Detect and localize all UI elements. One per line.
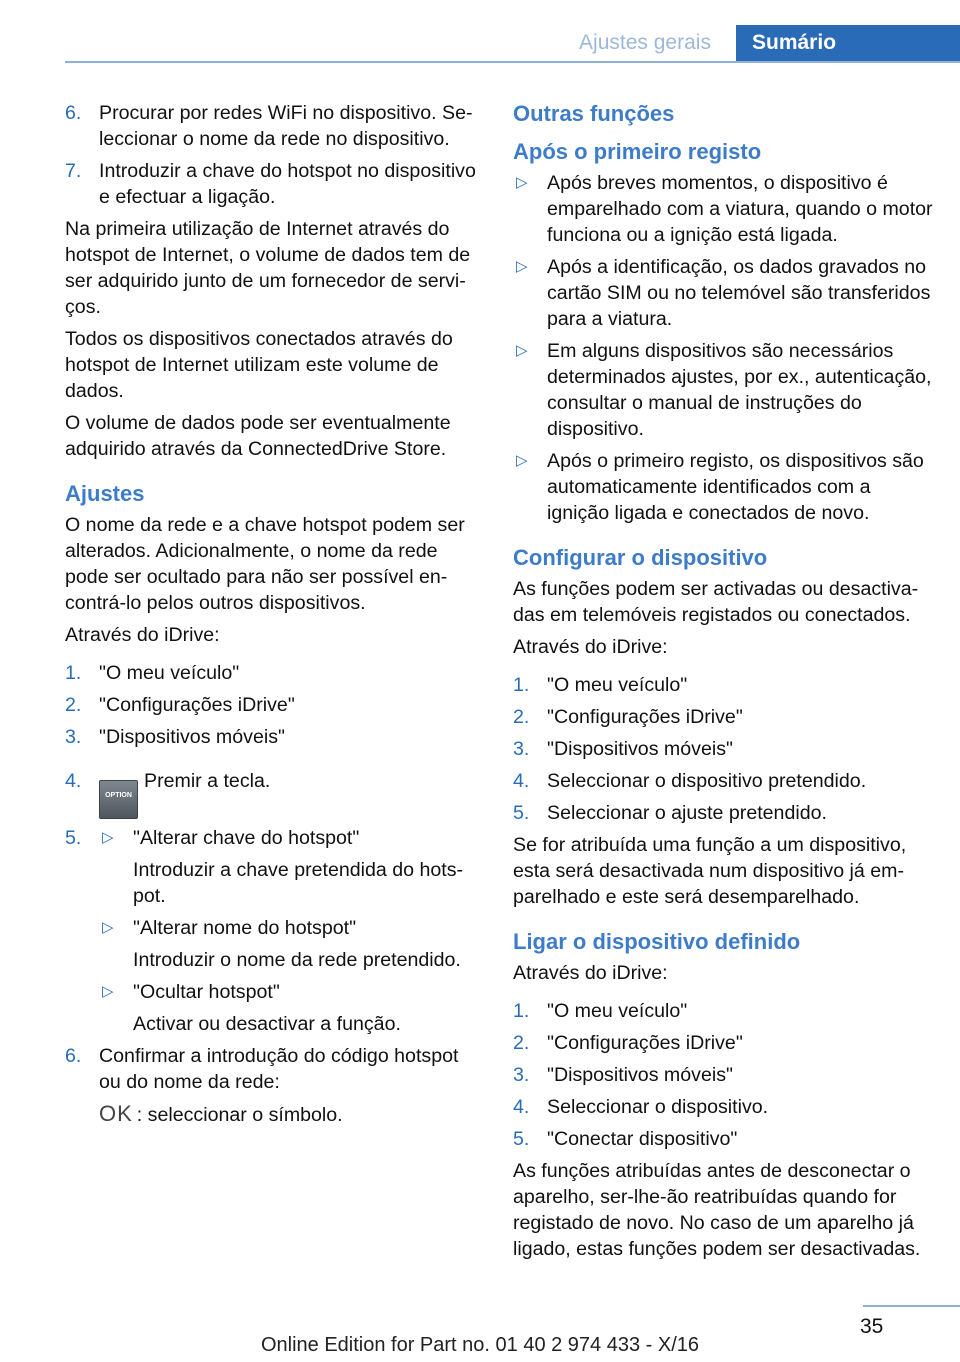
left-column: [65, 100, 480, 1128]
step-number: 5.: [65, 827, 82, 849]
step-number: 4.: [513, 770, 530, 792]
paragraph: As funções atribuídas antes de desconectar o aparelho, ser-lhe-ão reatribuídas quando for registado de novo. No caso de um aparelho já ligado, estas funções podem ser desactivadas.: [513, 1160, 921, 1260]
step-text: "Configurações iDrive": [547, 706, 743, 728]
subsection-title-apos-registo: Após o primeiro registo: [513, 139, 762, 164]
ok-text: : seleccionar o símbolo.: [136, 1104, 343, 1126]
bullet-item: [513, 338, 933, 442]
list-item: [65, 158, 480, 210]
tab-sumario[interactable]: Sumário: [736, 25, 960, 61]
step-number: 6.: [65, 1045, 82, 1067]
step-number: 3.: [65, 726, 82, 748]
list-item: [513, 1094, 933, 1120]
section-title-outras-funcoes: Outras funções: [513, 101, 675, 126]
paragraph: Todos os dispositivos conectados através do hotspot de Internet utilizam este volume de dados.: [65, 328, 453, 402]
header-rule: [65, 61, 960, 63]
paragraph: Na primeira utilização de Internet através do hotspot de Internet, o volume de dados tem de ser adquirido junto de um fornecedor de serviços.: [65, 218, 471, 318]
list-item: [65, 100, 480, 152]
list-item: [65, 825, 480, 1037]
list-item: [513, 672, 933, 698]
step-text: Seleccionar o dispositivo.: [547, 1096, 769, 1118]
footer-rule: [863, 1305, 960, 1307]
triangle-bullet-icon: ▷: [516, 342, 528, 359]
list-item: [513, 704, 933, 730]
step-number: 2.: [513, 1032, 530, 1054]
step-number: 3.: [513, 738, 530, 760]
paragraph: Através do iDrive:: [513, 962, 668, 984]
step-number: 4.: [65, 770, 82, 792]
triangle-bullet-icon: ▷: [516, 258, 528, 275]
step-number: 1.: [513, 674, 530, 696]
page-number: 35: [860, 1315, 884, 1338]
list-item: [513, 1030, 933, 1056]
list-item: [513, 768, 933, 794]
sub-list-item: [99, 979, 480, 1005]
list-item: [513, 1062, 933, 1088]
step-text: "Dispositivos móveis": [99, 726, 285, 748]
section-title-ajustes: Ajustes: [65, 481, 145, 506]
bullet-item: [513, 170, 933, 248]
sub-note: Introduzir a chave pretendida do hotspot.: [133, 859, 464, 907]
sub-note: Activar ou desactivar a função.: [133, 1013, 401, 1035]
bullet-text: Em alguns dispositivos são necessários determinados ajustes, por ex., autenticação, consultar o manual de instruções do dispositivo.: [547, 340, 932, 440]
list-item: [65, 724, 480, 750]
list-item: [65, 660, 480, 686]
section-title-ligar: Ligar o dispositivo definido: [513, 929, 801, 954]
paragraph: O volume de dados pode ser eventualmente adquirido através da ConnectedDrive Store.: [65, 412, 451, 460]
section-tab-ajustes-gerais[interactable]: Ajustes gerais: [579, 31, 711, 54]
bullet-text: Após o primeiro registo, os dispositivos são automaticamente identificados com a ignição ligada e conectados de novo.: [547, 450, 924, 524]
paragraph: Se for atribuída uma função a um dispositivo, esta será desactivada num dispositivo já emparelhado e este será desemparelhado.: [513, 834, 907, 908]
bullet-item: [513, 448, 933, 526]
triangle-bullet-icon: ▷: [102, 829, 114, 846]
step-text: Premir a tecla.: [144, 770, 271, 792]
ok-icon: OK: [99, 1101, 133, 1126]
list-item: [513, 800, 933, 826]
step-text: Confirmar a introdução do código hotspot ou do nome da rede:: [99, 1045, 459, 1093]
paragraph: As funções podem ser activadas ou desactivadas em telemóveis registados ou conectados.: [513, 578, 919, 626]
triangle-bullet-icon: ▷: [516, 452, 528, 469]
bullet-text: Após a identificação, os dados gravados no cartão SIM ou no telemóvel são transferidos para a viatura.: [547, 256, 931, 330]
step-text: "Configurações iDrive": [99, 694, 295, 716]
section-title-configurar: Configurar o dispositivo: [513, 545, 768, 570]
step-text: Seleccionar o ajuste pretendido.: [547, 802, 827, 824]
ok-instruction: [65, 1101, 480, 1128]
step-text: "Dispositivos móveis": [547, 738, 733, 760]
step-text: "Configurações iDrive": [547, 1032, 743, 1054]
list-item: [513, 1126, 933, 1152]
triangle-bullet-icon: ▷: [102, 983, 114, 1000]
step-number: 7.: [65, 160, 82, 182]
menu-label: "Alterar nome do hotspot": [133, 917, 357, 939]
paragraph: O nome da rede e a chave hotspot podem ser alterados. Adicionalmente, o nome da rede pode ser ocultado para não ser possível encontrá-lo pelos outros dispositivos.: [65, 514, 465, 614]
bullet-item: [513, 254, 933, 332]
step-number: 1.: [65, 662, 82, 684]
step-number: 3.: [513, 1064, 530, 1086]
list-item: [65, 768, 480, 819]
step-text: "O meu veículo": [547, 674, 688, 696]
step-number: 1.: [513, 1000, 530, 1022]
triangle-bullet-icon: ▷: [102, 919, 114, 936]
menu-label: "Alterar chave do hotspot": [133, 827, 360, 849]
menu-label: "Ocultar hotspot": [133, 981, 280, 1003]
step-text: "Dispositivos móveis": [547, 1064, 733, 1086]
list-item: [65, 1043, 480, 1095]
step-text: Procurar por redes WiFi no dispositivo. Seleccionar o nome da rede no dispositivo.: [99, 102, 473, 150]
option-button-icon: OPTION: [99, 780, 138, 819]
step-number: 5.: [513, 1128, 530, 1150]
step-number: 5.: [513, 802, 530, 824]
triangle-bullet-icon: ▷: [516, 174, 528, 191]
step-number: 2.: [513, 706, 530, 728]
step-number: 4.: [513, 1096, 530, 1118]
bullet-text: Após breves momentos, o dispositivo é emparelhado com a viatura, quando o motor funciona ou a ignição está ligada.: [547, 172, 933, 246]
step-text: "O meu veículo": [547, 1000, 688, 1022]
step-text: "Conectar dispositivo": [547, 1128, 738, 1150]
list-item: [513, 998, 933, 1024]
step-text: "O meu veículo": [99, 662, 240, 684]
step-text: Seleccionar o dispositivo pretendido.: [547, 770, 867, 792]
edition-footer: Online Edition for Part no. 01 40 2 974 433 - X/16: [260, 1334, 700, 1356]
sub-list-item: [99, 825, 480, 851]
paragraph: Através do iDrive:: [65, 624, 220, 646]
right-column: [513, 100, 933, 1268]
sub-note: Introduzir o nome da rede pretendido.: [133, 949, 461, 971]
step-number: 2.: [65, 694, 82, 716]
step-text: Introduzir a chave do hotspot no dispositivo e efectuar a ligação.: [99, 160, 476, 208]
paragraph: Através do iDrive:: [513, 636, 668, 658]
list-item: [65, 692, 480, 718]
list-item: [513, 736, 933, 762]
sub-list-item: [99, 915, 480, 941]
step-number: 6.: [65, 102, 82, 124]
